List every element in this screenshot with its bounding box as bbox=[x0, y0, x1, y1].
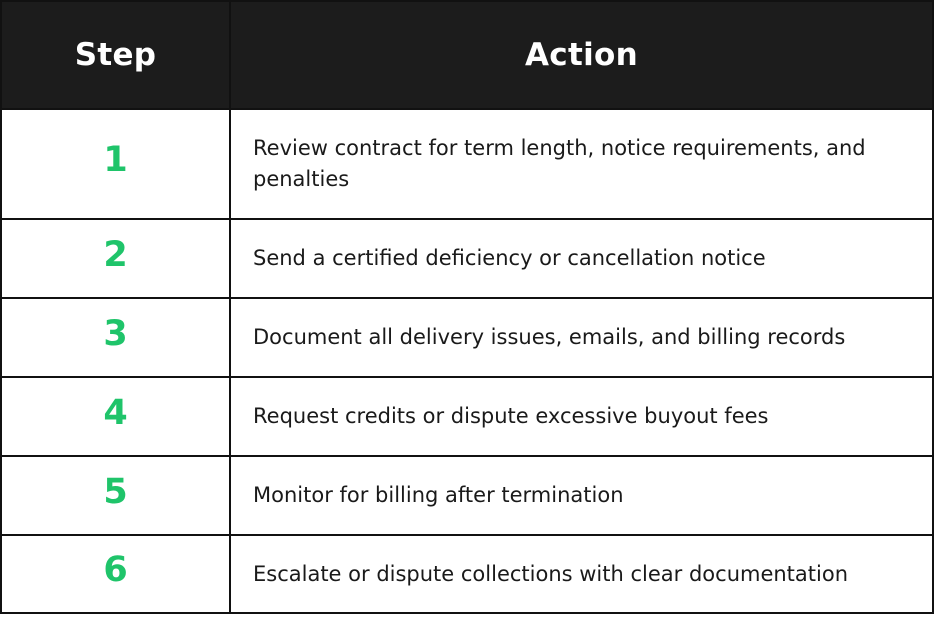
header-step-cell bbox=[2, 2, 231, 108]
step-cell bbox=[2, 220, 231, 297]
header-step-label: Step bbox=[74, 37, 157, 73]
table-header bbox=[2, 2, 932, 110]
table-row bbox=[2, 110, 932, 220]
header-action-label: Action bbox=[525, 37, 638, 73]
action-cell bbox=[231, 378, 932, 455]
step-number: 4 bbox=[103, 392, 128, 433]
action-text: Review contract for term length, notice requirements, and penalties bbox=[253, 136, 866, 191]
step-number: 1 bbox=[103, 140, 128, 180]
table-row bbox=[2, 220, 932, 299]
action-cell bbox=[231, 536, 932, 612]
action-text: Request credits or dispute excessive buyout fees bbox=[253, 404, 769, 428]
action-text: Document all delivery issues, emails, and billing records bbox=[253, 325, 846, 349]
action-text: Monitor for billing after termination bbox=[253, 483, 624, 507]
action-text: Escalate or dispute collections with clear documentation bbox=[253, 561, 849, 586]
step-number: 3 bbox=[103, 313, 128, 354]
table-row bbox=[2, 378, 932, 457]
table-row bbox=[2, 536, 932, 612]
step-cell bbox=[2, 299, 231, 376]
action-cell bbox=[231, 457, 932, 534]
action-cell bbox=[231, 220, 932, 297]
step-number: 5 bbox=[103, 471, 128, 512]
step-cell bbox=[2, 110, 231, 218]
table-row bbox=[2, 299, 932, 378]
table-row bbox=[2, 457, 932, 536]
header-action-cell bbox=[231, 2, 932, 108]
action-cell bbox=[231, 110, 932, 218]
action-cell bbox=[231, 299, 932, 376]
step-number: 6 bbox=[103, 550, 128, 590]
step-number: 2 bbox=[103, 234, 128, 275]
action-text: Send a certified deficiency or cancellation notice bbox=[253, 246, 766, 270]
step-cell bbox=[2, 378, 231, 455]
step-cell bbox=[2, 457, 231, 534]
step-cell bbox=[2, 536, 231, 612]
